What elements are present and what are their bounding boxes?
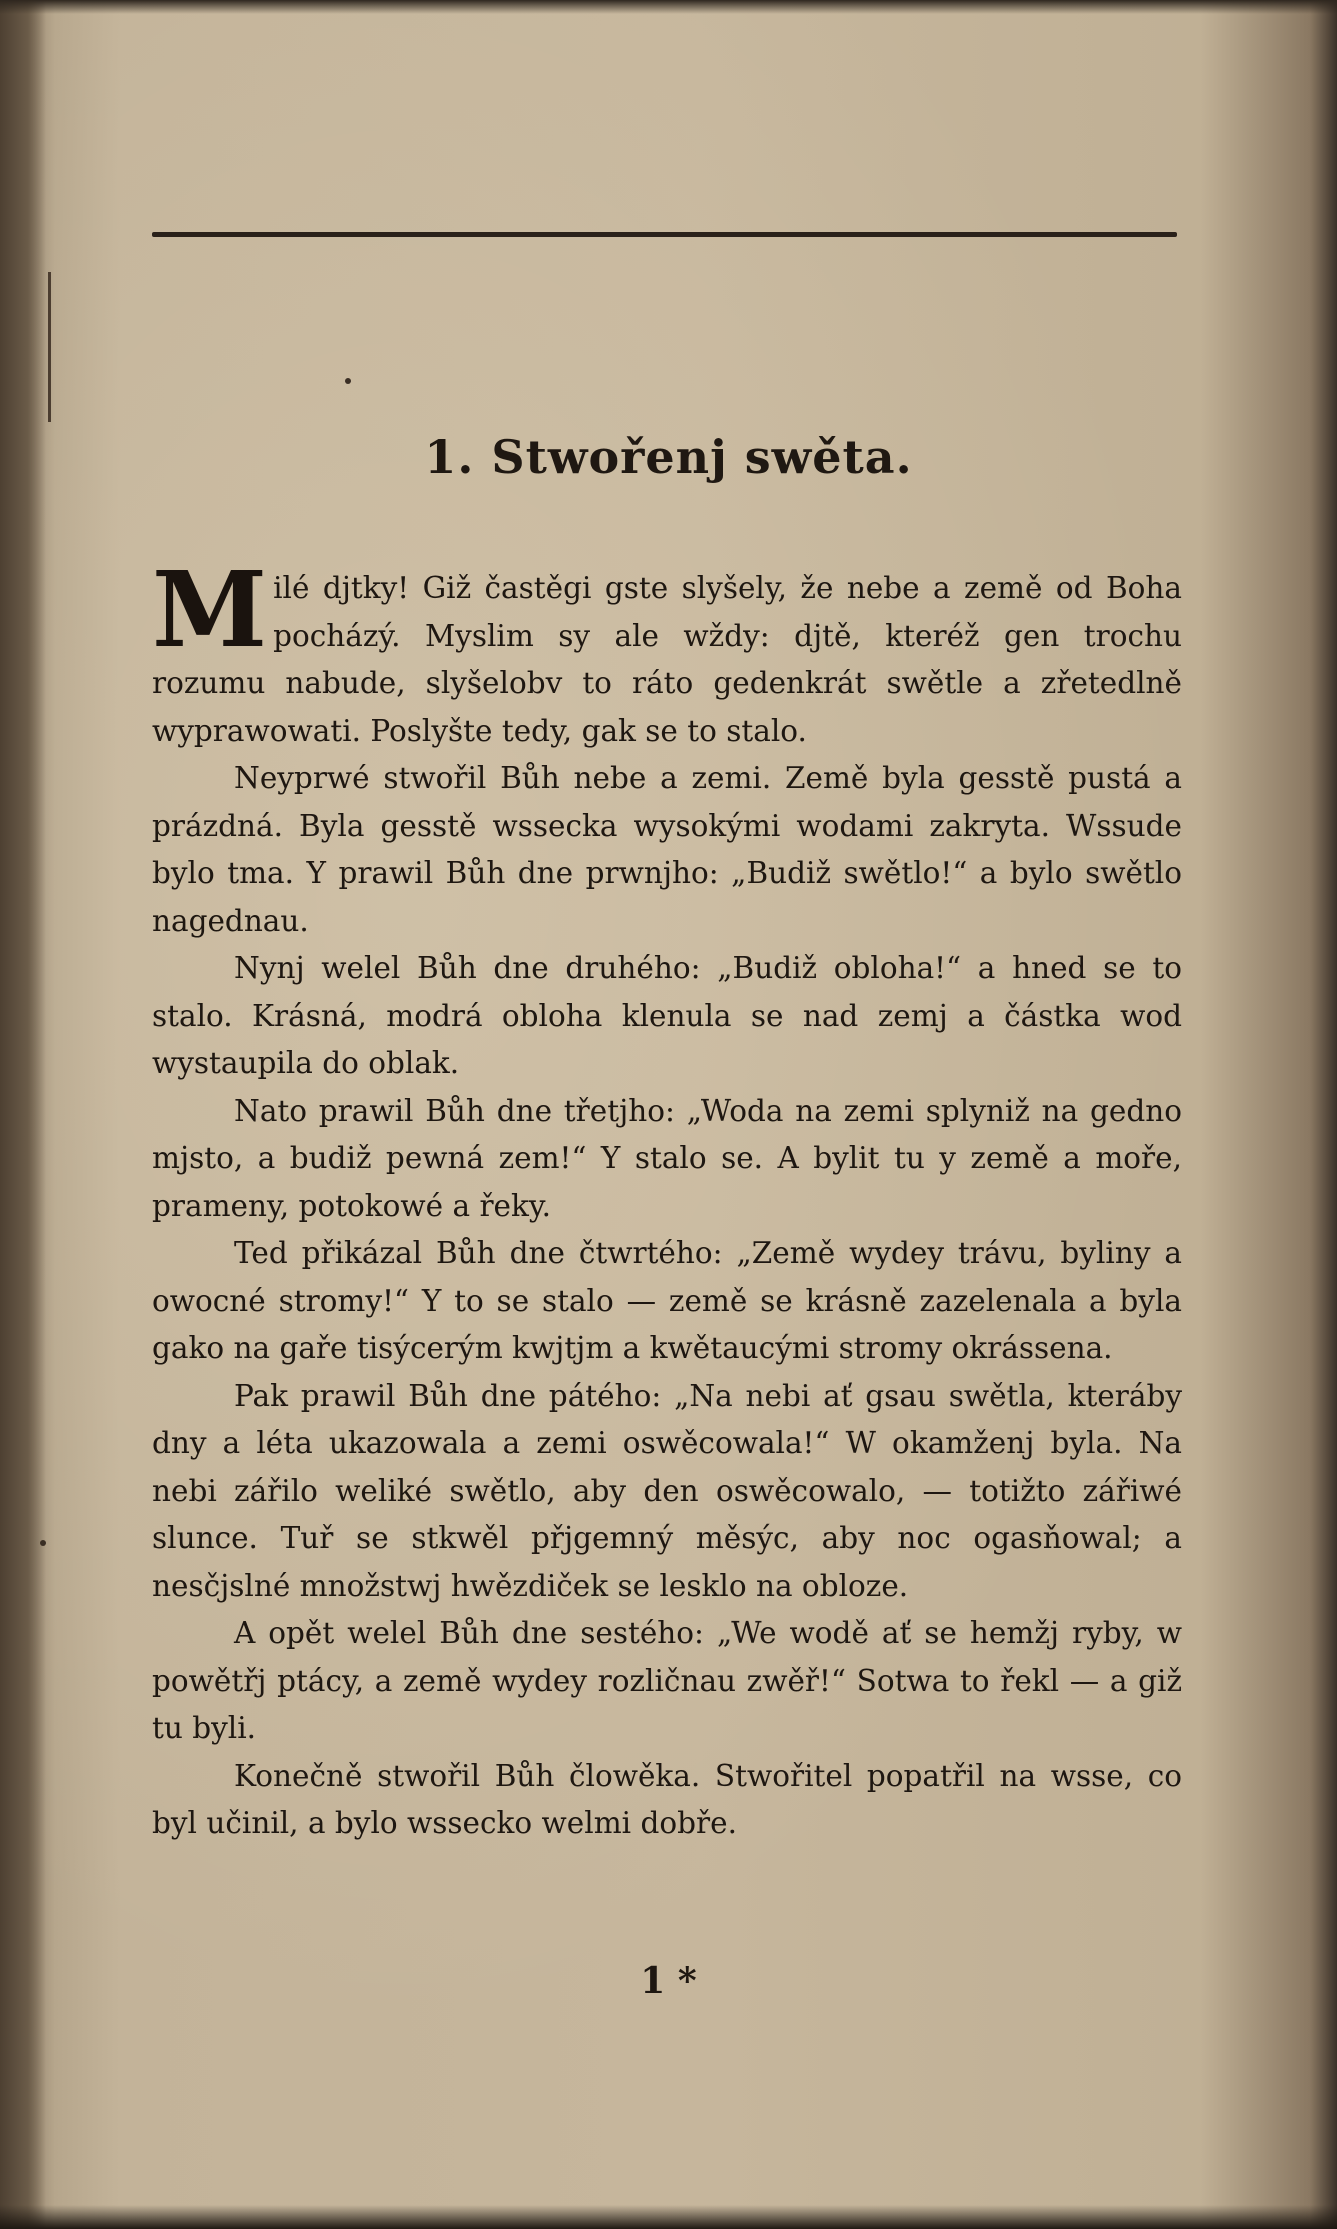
paragraph-7: A opět welel Bůh dne sestého: „We wodě ať se hemžj ryby, w powětřj ptácy, a země wydey rozličnau zwěř!“ Sotwa to řekl — a giž tu byli.	[152, 1616, 1182, 1745]
ink-speck	[40, 1540, 46, 1546]
signature-mark: 1 *	[640, 1960, 697, 2002]
chapter-title: 1. Stwořenj swěta.	[424, 430, 913, 484]
paragraph-5: Ted přikázal Bůh dne čtwrtého: „Země wydey trávu, byliny a owocné stromy!“ Y to se stalo — země se krásně zazelenala a byla gako na gaře tisýcerým kwjtjm a kwětaucými stromy okrássena.	[152, 1236, 1182, 1365]
header-rule	[152, 232, 1177, 237]
page-top-edge	[0, 0, 1337, 14]
paragraph-6: Pak prawil Bůh dne pátého: „Na nebi ať gsau swětla, kteráby dny a léta ukazowala a zemi oswěcowala!“ W okamženj byla. Na nebi zářilo weliké swětlo, aby den oswěcowalo, — totižto zářiwé slunce. Tuř se stkwěl přjgemný měsýc, aby noc ogasňowal; a nesčjslné množstwj hwězdiček se lesklo na obloze.	[152, 1378, 1182, 1603]
paragraph-4: Nato prawil Bůh dne třetjho: „Woda na zemi splyniž na gedno mjsto, a budiž pewná zem!“ Y stalo se. A bylit tu y země a moře, prameny, potokowé a řeky.	[152, 1093, 1182, 1223]
paragraph-1	[152, 548, 1182, 755]
paragraph-2: Neyprwé stwořil Bůh nebe a zemi. Země byla gesstě pustá a prázdná. Byla gesstě wssecka wysokými wodami zakryta. Wssude bylo tma. Y prawil Bůh dne prwnjho: „Budiž swětlo!“ a bylo swětlo nagednau.	[152, 761, 1182, 938]
chapter-body	[152, 548, 1182, 1848]
ink-speck	[345, 378, 351, 384]
margin-mark	[48, 272, 51, 422]
drop-cap: M	[152, 548, 268, 671]
paragraph-3: Nynj welel Bůh dne druhého: „Budiž obloha!“ a hned se to stalo. Krásná, modrá obloha klenula se nad zemj a částka wod wystaupila do oblak.	[152, 951, 1182, 1080]
page-spine-shadow	[0, 0, 46, 2229]
paragraph-8: Konečně stwořil Bůh člowěka. Stwořitel popatřil na wsse, co byl učinil, a bylo wssecko welmi dobře.	[152, 1758, 1182, 1840]
paragraph-text: ilé djtky! Giž častěgi gste slyšely, že nebe a země od Boha pocházý. Myslim sy ale wždy: djtě, kteréž gen trochu rozumu nabude, slyšelobv to ráto gedenkrát swětle a zřetedlně wyprawowati. Poslyšte tedy, gak se to stalo.	[152, 571, 1182, 748]
page-bottom-edge	[0, 2205, 1337, 2229]
